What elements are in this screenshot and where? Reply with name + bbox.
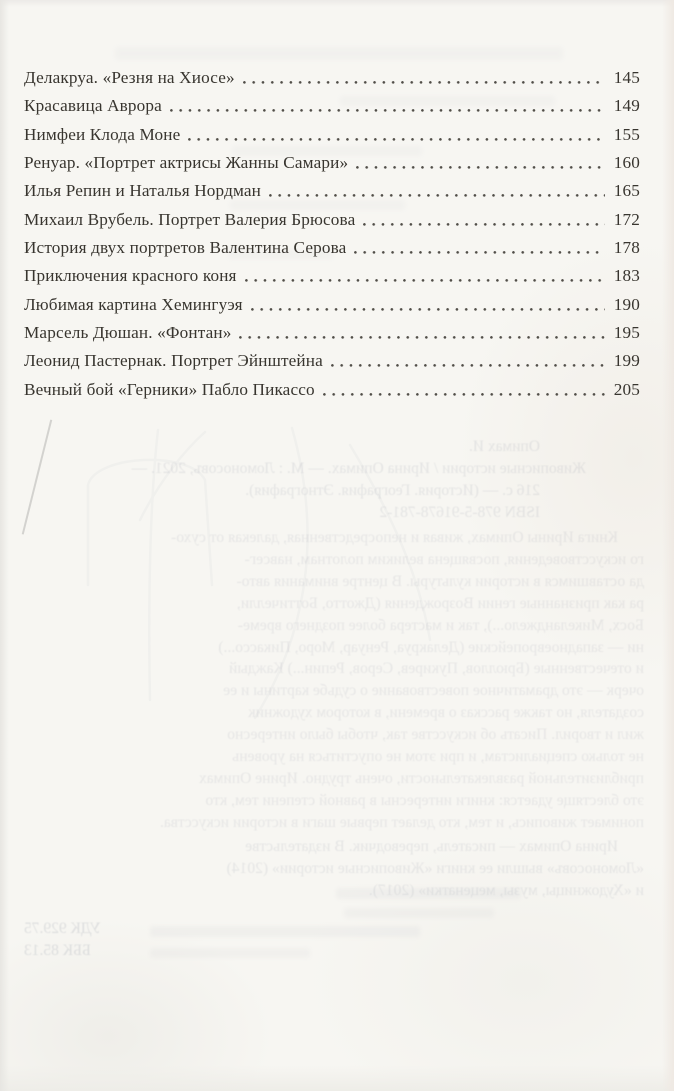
dot-leader xyxy=(354,250,605,254)
toc-entry xyxy=(24,117,640,145)
ghost-series-line: 216 с. — (История. География. Этнография). xyxy=(245,482,540,499)
dot-leader xyxy=(356,165,605,169)
toc-page-number: 149 xyxy=(613,96,640,116)
toc-entry xyxy=(24,88,640,116)
scanner-scratch xyxy=(22,420,52,535)
dot-leader xyxy=(251,307,605,311)
ghost-text-line: не только специалистам, и при этом не опуститься на уровень xyxy=(232,748,644,766)
ghost-text-line: это блестяще удается: книги интересны в равной степени тем, кто xyxy=(205,791,644,809)
toc-entry-title: Нимфеи Клода Моне xyxy=(24,124,181,144)
toc-entry xyxy=(24,230,640,258)
dot-leader xyxy=(323,392,605,396)
toc-entry-title: Приключения красного коня xyxy=(24,266,237,286)
ghost-text-line: и «Художницы, музы, меценатки» (2017). xyxy=(368,882,644,899)
toc-entry-title: Ренуар. «Портрет актрисы Жанны Самари» xyxy=(24,153,349,173)
toc-page-number: 205 xyxy=(613,379,640,399)
dot-leader xyxy=(243,80,605,84)
toc-entry-title: Илья Репин и Наталья Нордман xyxy=(24,181,261,201)
ghost-text-line: ни — западноевропейские (Делакруа, Ренуар, Моро, Пикассо...) xyxy=(218,638,644,656)
toc-entry xyxy=(24,60,640,88)
toc-entry-title: Вечный бой «Герники» Пабло Пикассо xyxy=(24,379,315,399)
toc-entry xyxy=(24,372,640,400)
toc-entry-title: Марсель Дюшан. «Фонтан» xyxy=(24,323,232,343)
ghost-udk-code: УДК 929.75 xyxy=(24,920,101,937)
ghost-isbn-line: ISBN 978-5-91678-781-2 xyxy=(379,504,540,521)
toc-entry xyxy=(24,145,640,173)
toc-entry xyxy=(24,258,640,286)
ghost-text-line: очерк — это драматичное повествование о судьбе картины и ее xyxy=(223,682,644,700)
ghost-text-line: го искусствоведения, посвящена великим полотнам, навсег- xyxy=(244,550,644,568)
ghost-smudge xyxy=(344,908,494,918)
ghost-text-line: приблизительной развлекательности, очень трудно. Ирине Опимах xyxy=(198,769,644,787)
toc-page-number: 178 xyxy=(613,238,640,258)
toc-page-number: 172 xyxy=(613,209,640,229)
toc-entry xyxy=(24,287,640,315)
ghost-annotation-paragraph xyxy=(28,527,644,834)
dot-leader xyxy=(331,363,605,367)
dot-leader xyxy=(245,278,605,282)
dot-leader xyxy=(239,335,605,339)
toc-page-number: 183 xyxy=(613,266,640,286)
dot-leader xyxy=(188,137,605,141)
toc-entry-title: Леонид Пастернак. Портрет Эйнштейна xyxy=(24,351,323,371)
toc-entry xyxy=(24,315,640,343)
toc-page-number: 195 xyxy=(613,323,640,343)
ghost-smudge xyxy=(150,926,420,937)
ghost-text-line: да оставшимся в истории культуры. В центре внимания авто- xyxy=(236,572,644,590)
toc-entry-title: Красавица Аврора xyxy=(24,96,162,116)
toc-entry-title: Любимая картина Хемингуэя xyxy=(24,294,243,314)
toc-page-number: 160 xyxy=(613,153,640,173)
toc-entry xyxy=(24,173,640,201)
toc-entry xyxy=(24,202,640,230)
toc-entry-title: История двух портретов Валентина Серова xyxy=(24,238,347,258)
ghost-author-line: Опимах И. xyxy=(468,438,540,455)
ghost-smudge xyxy=(150,948,310,958)
ghost-text-line: понимает живопись, и тем, кто делает первые шаги в истории искусства. xyxy=(159,813,644,831)
toc-entry xyxy=(24,343,640,371)
toc-page-number: 155 xyxy=(613,124,640,144)
ghost-text-line: создателя, но также рассказ о времени, в котором художник xyxy=(248,704,644,722)
ghost-text-line: Ирина Опимах — писатель, переводчик. В издательстве xyxy=(245,838,618,855)
ghost-title-line: Живописные истории / Ирина Опимах. — М. : Ломоносовъ, 2021. — xyxy=(131,460,586,477)
toc-page-number: 145 xyxy=(613,68,640,88)
ghost-bibliographic-card xyxy=(34,436,586,524)
ghost-bio-paragraph xyxy=(28,836,644,902)
dot-leader xyxy=(269,193,605,197)
ghost-text-line: жил и творил. Писать об искусстве так, чтобы было интересно xyxy=(227,726,644,744)
ghost-text-line: «Ломоносовъ» вышли ее книги «Живописные истории» (2014) xyxy=(226,860,644,877)
table-of-contents xyxy=(24,60,640,400)
ghost-text-line: Босх, Микеланджело...), так и мастера более позднего време- xyxy=(237,616,644,634)
ghost-bbk-code: ББК 85.13 xyxy=(24,942,91,959)
ghost-text-line: ра как признанные гении Возрождения (Джотто, Боттичелли, xyxy=(236,594,644,612)
ghost-text-line: Книга Ирины Опимах, живая и непосредственная, далекая от сухо- xyxy=(171,529,618,546)
toc-page-number: 190 xyxy=(613,294,640,314)
toc-entry-title: Михаил Врубель. Портрет Валерия Брюсова xyxy=(24,209,356,229)
showthrough-smudge xyxy=(115,47,563,60)
ghost-smudge xyxy=(336,888,521,899)
ghost-catalog-codes xyxy=(24,918,101,962)
toc-page-number: 165 xyxy=(613,181,640,201)
dot-leader xyxy=(170,108,605,112)
dot-leader xyxy=(363,222,605,226)
toc-entry-title: Делакруа. «Резня на Хиосе» xyxy=(24,68,235,88)
ghost-text-line: и отечественные (Брюллов, Пукирев, Серов, Репин...) Каждый xyxy=(229,660,644,678)
toc-page-number: 199 xyxy=(613,351,640,371)
